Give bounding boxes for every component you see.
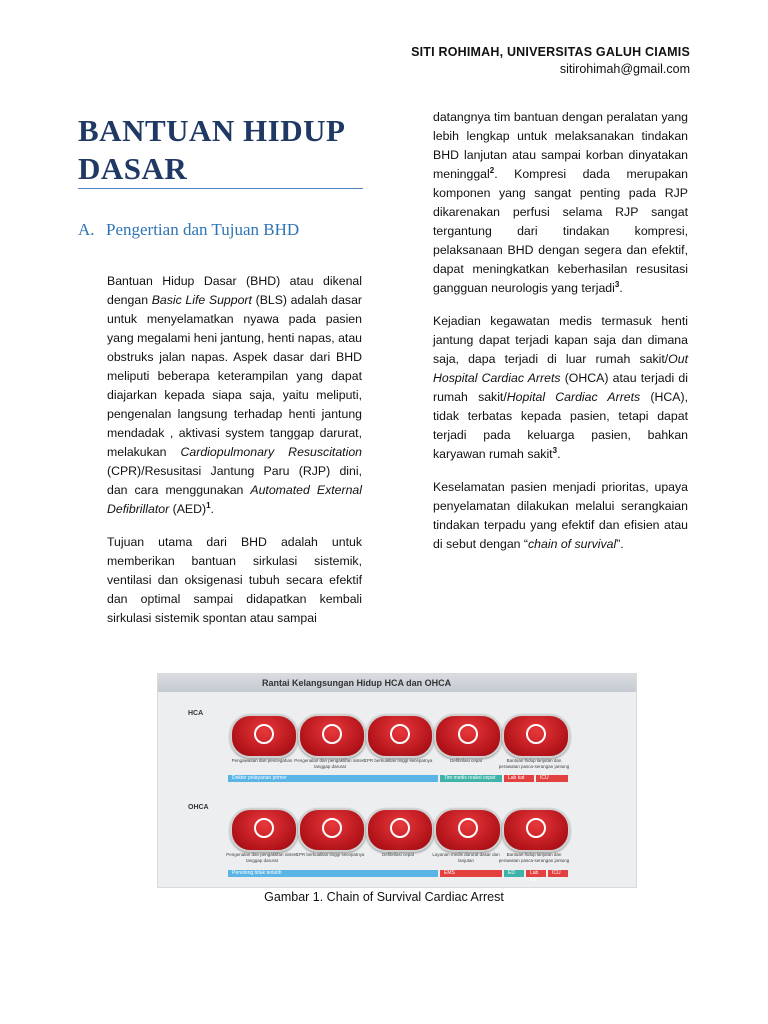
section-heading — [78, 220, 299, 240]
left-column — [107, 272, 362, 642]
text-run: . — [619, 281, 623, 295]
ohca-label: OHCA — [188, 804, 209, 811]
text-run: (CPR)/Resusitasi Jantung Paru (RJP) dini, dan cara menggunakan — [107, 464, 362, 497]
reference-superscript: 1 — [206, 500, 211, 510]
italic-term: Out Hospital Cardiac Arrets — [433, 352, 688, 385]
paragraph-continuation — [433, 108, 688, 298]
italic-term: Hopital Cardiac Arrets — [506, 390, 641, 404]
text-run: (OHCA) atau terjadi di rumah sakit/ — [433, 371, 688, 404]
cpr-hands-icon — [366, 714, 434, 758]
ohca-bar-bystander: Penolong tidak terlatih — [228, 870, 438, 877]
hca-bar-icu: ICU — [536, 775, 568, 782]
text-run: (AED) — [169, 502, 207, 516]
reference-superscript: 3 — [614, 279, 620, 289]
figure-title: Rantai Kelangsungan Hidup HCA dan OHCA — [158, 674, 636, 692]
section-number: A. — [78, 220, 95, 239]
text-run: Bantuan Hidup Dasar (BHD) atau dikenal dengan — [107, 274, 362, 307]
section-title: Pengertian dan Tujuan BHD — [106, 220, 300, 239]
ohca-bar-ed: ED — [504, 870, 524, 877]
title-line-2: DASAR — [78, 151, 188, 186]
defibrillator-heart-icon — [434, 714, 502, 758]
ohca-bar-ems: EMS — [440, 870, 502, 877]
text-run: ”. — [616, 537, 624, 551]
title-line-1: BANTUAN HIDUP — [78, 113, 346, 148]
text-run: Keselamatan pasien menjadi prioritas, upaya penyelamatan dilakukan melalui serangkaian tindakan terpadu yang efektif dan efisien atau di sebut dengan “ — [433, 480, 688, 551]
italic-term: Automated External Defibrillator — [107, 483, 362, 516]
right-column — [433, 108, 688, 568]
surveillance-icon — [230, 714, 298, 758]
author-email: sitirohimah@gmail.com — [559, 62, 690, 76]
italic-term: Basic Life Support — [151, 293, 252, 307]
ohca-step-label: Bantuan hidup lanjutan dan perawatan pasca-serangan jantung — [498, 852, 570, 863]
hca-step-label: Defibrilasi cepat — [449, 758, 482, 763]
hospital-monitor-icon — [502, 714, 570, 758]
ambulance-icon — [434, 808, 502, 852]
text-run: Kejadian kegawatan medis termasuk henti jantung dapat terjadi kapan saja dan dimana saja, dapa terjadi di luar rumah sakit/ — [433, 314, 688, 366]
text-run: (BLS) adalah dasar untuk menyelamatkan nyawa pada pasien yang megalami heni jantung, henti napas, atau obstruks jalan napas. Aspek dasar dari BHD meliputi beberapa keterampilan yang dapat diajarkan kepada siapa saja, yaitu meliputi, pengenalan langsung terhadap henti jantung mendadak , aktivasi system tanggap darurat, melakukan — [107, 293, 363, 459]
author-name: SITI ROHIMAH, UNIVERSITAS GALUH CIAMIS — [411, 45, 690, 59]
title-underline — [78, 188, 363, 189]
text-run: datangnya tim bantuan dengan peralatan yang lebih lengkap untuk melaksanakan tindakan BHD lanjutan atau sampai korban dinyatakan meninggal — [433, 110, 688, 181]
paragraph-definition — [107, 272, 362, 519]
paragraph-emergency — [433, 312, 688, 464]
text-run: (HCA), tidak terbatas kepada pasien, tetapi dapat terjadi pada keluarga pasien, bahkan karyawan rumah sakit — [433, 390, 688, 461]
text-run: . — [557, 447, 561, 461]
defibrillator-heart-icon — [366, 808, 434, 852]
ohca-step-label: Defibrilasi cepat — [381, 852, 414, 857]
figure-caption: Gambar 1. Chain of Survival Cardiac Arrest — [264, 890, 504, 904]
ohca-step-label: CPR berkualitas tinggi secepatnya — [295, 852, 365, 857]
phone-alarm-icon — [230, 808, 298, 852]
ohca-step-label: Layanan medis darurat dasar dan lanjutan — [432, 852, 500, 863]
hca-step-label: Bantuan hidup lanjutan dan perawatan pasca-serangan jantung — [498, 758, 570, 769]
hca-bar-lab: Lab kat — [504, 775, 534, 782]
hca-bar-rapid: Tim medis reaksi cepat — [440, 775, 502, 782]
paragraph-purpose: Tujuan utama dari BHD adalah untuk memberikan bantuan sirkulasi sistemik, ventilasi dan oksigenasi tubuh secara efektif dan optimal sampai didapatkan kembali sirkulasi sistemik spontan atau sampai — [107, 535, 362, 625]
ohca-bar-lab: Lab kat — [526, 870, 546, 877]
hospital-monitor-icon — [502, 808, 570, 852]
chain-of-survival-figure — [157, 673, 637, 888]
ohca-step-label: Pengenalan dan pengaktifan sistem tanggap darurat — [226, 852, 298, 863]
phone-alarm-icon — [298, 714, 366, 758]
ohca-bar-icu: ICU — [548, 870, 568, 877]
hca-step-label: Pengenalan dan pengaktifan sistem tanggap darurat — [294, 758, 366, 769]
hca-label: HCA — [188, 710, 204, 717]
page-header — [411, 44, 690, 78]
reference-superscript: 2 — [489, 165, 495, 175]
hca-step-label: CPR berkualitas tinggi secepatnya — [363, 758, 433, 763]
italic-term: Cardiopulmonary Resuscitation — [180, 445, 363, 459]
reference-superscript: 3 — [552, 445, 558, 455]
hca-bar-primary: Dokter pelayanan primer — [228, 775, 438, 782]
italic-term: chain of survival — [528, 537, 617, 551]
hca-step-label: Pengawasan dan pencegahan — [231, 758, 293, 763]
document-title — [78, 112, 363, 188]
text-run: . — [210, 502, 214, 516]
cpr-hands-icon — [298, 808, 366, 852]
text-run: . Kompresi dada merupakan komponen yang sangat penting pada RJP dikarenakan perfusi selama RJP sangat tergantung dari tindakan kompresi, pelaksanaan BHD dengan segera dan efektif, dapat meningkatkan keberhasilan resusitasi gangguan neurologis yang terjadi — [433, 167, 688, 295]
paragraph-chain-of-survival — [433, 478, 688, 554]
